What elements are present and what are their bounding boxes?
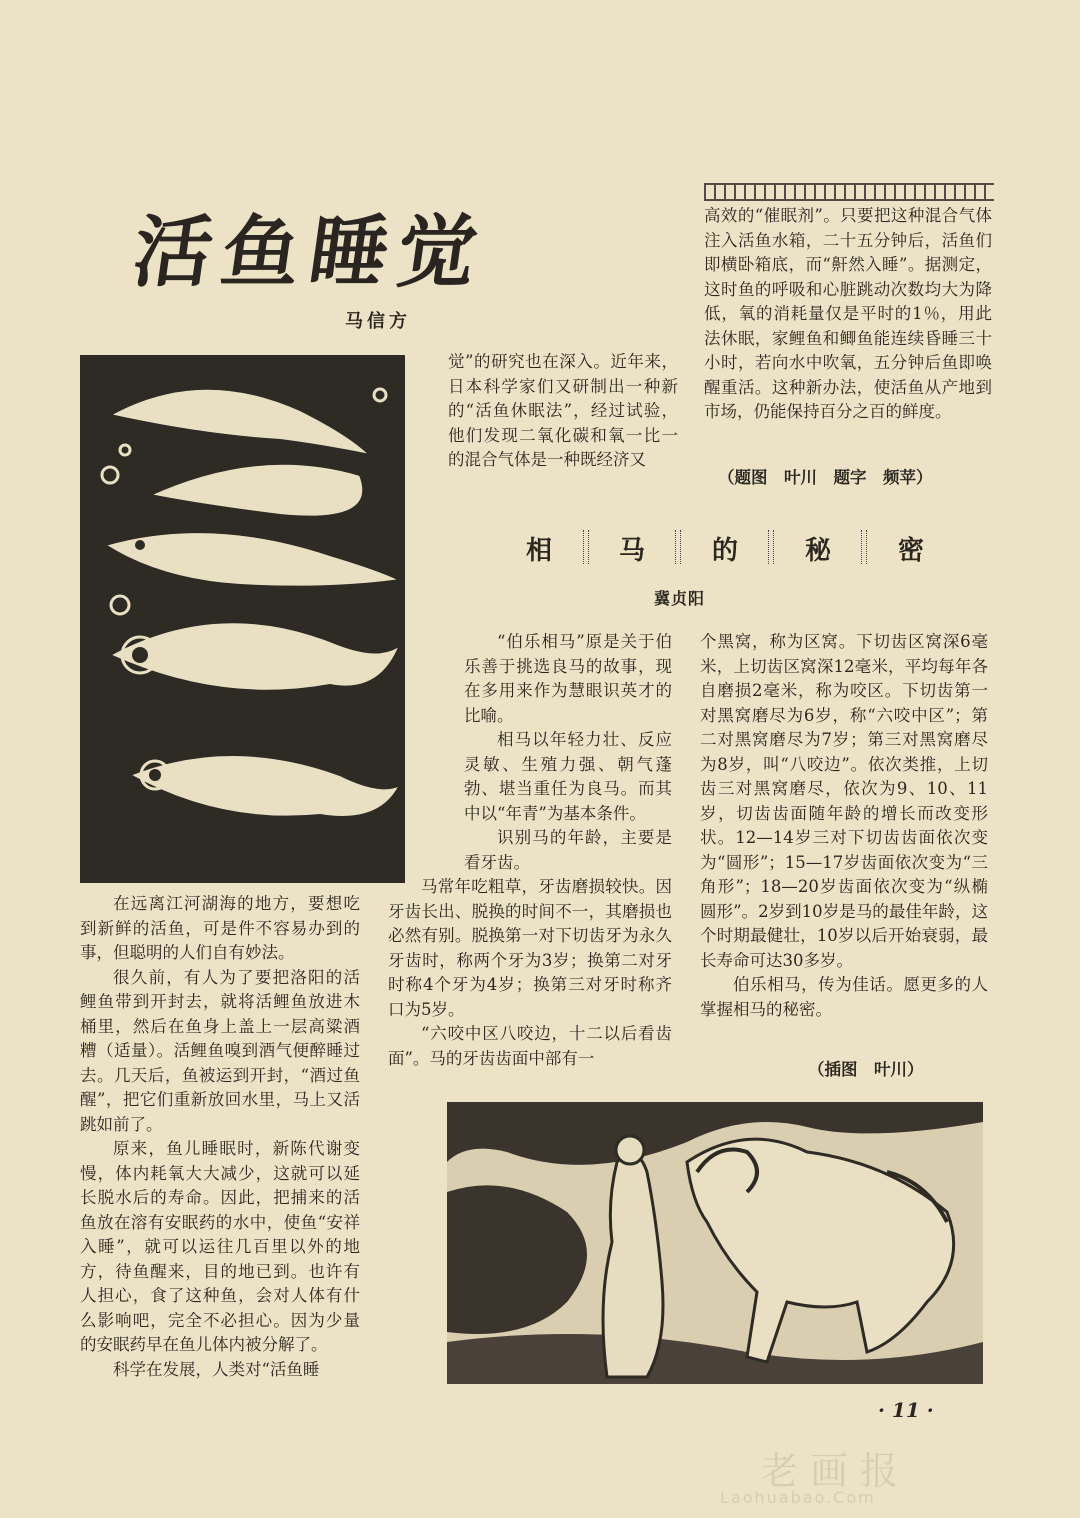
page-number: · 11 · <box>878 1398 934 1422</box>
title-char: 秘 <box>804 536 831 566</box>
title-char: 的 <box>711 536 738 566</box>
article1-credit: （题图 叶川 题字 频苹） <box>718 468 933 487</box>
article2-left-column <box>388 630 672 1071</box>
paragraph: 高效的“催眠剂”。只要把这种混合气体注入活鱼水箱，二十五分钟后，活鱼们即横卧箱底，而“鼾然入睡”。据测定，这时鱼的呼吸和心脏跳动次数均大为降低，氧的消耗量仅是平时的1％，用此法休眠，家鲤鱼和鲫鱼能连续昏睡三十小时，若向水中吹氧，五分钟后鱼即唤醒重活。这种新办法，使活鱼从产地到市场，仍能保持百分之百的鲜度。 <box>704 206 992 421</box>
paragraph: “六咬中区八咬边，十二以后看齿面”。马的牙齿齿面中部有一 <box>388 1024 672 1068</box>
paragraph: “伯乐相马”原是关于伯乐善于挑选良马的故事，现在多用来作为慧眼识英才的比喻。 <box>464 632 672 725</box>
article2-right-column <box>700 630 988 1022</box>
article1-author: 马信方 <box>345 311 411 332</box>
article1-column2 <box>448 350 678 473</box>
decorative-border <box>704 183 994 201</box>
paragraph: 在远离江河湖海的地方，要想吃到新鲜的活鱼，可是件不容易办到的事，但聪明的人们自有妙法。 <box>80 894 360 962</box>
title-separator <box>768 530 774 564</box>
paragraph: 马常年吃粗草，牙齿磨损较快。因牙齿长出、脱换的时间不一，其磨损也必然有别。脱换第一对下切齿牙为永久牙齿时，称两个牙为3岁；换第二对牙时称4个牙为4岁；换第三对牙时称齐口为5岁。 <box>388 877 672 1019</box>
title-char: 密 <box>897 536 924 566</box>
paragraph: 很久前，有人为了要把洛阳的活鲤鱼带到开封去，就将活鲤鱼放进木桶里，然后在鱼身上盖上一层高粱酒糟（适量）。活鲤鱼嗅到酒气便醉睡过去。几天后，鱼被运到开封，“酒过鱼醒”，把它们重新放回水里，马上又活跳如前了。 <box>80 967 360 1134</box>
paragraph: 个黑窝，称为区窝。下切齿区窝深6毫米，上切齿区窝深12毫米，平均每年各自磨损2毫米，称为咬区。下切齿第一对黑窝磨尽为6岁，称“六咬中区”；第二对黑窝磨尽为7岁；第三对黑窝磨尽为8岁，叫“八咬边”。依次类推，上切齿三对黑窝磨尽，依次为9、10、11岁，切齿齿面随年龄的增长而改变形状。12—14岁三对下切齿齿面依次变为“圆形”；15—17岁齿面依次变为“三角形”；18—20岁齿面依次变为“纵椭圆形”。2岁到10岁是马的最佳年龄，这个时期最健壮，10岁以后开始衰弱，最长寿命可达30多岁。 <box>700 632 988 970</box>
paragraph: 科学在发展，人类对“活鱼睡 <box>113 1359 320 1379</box>
article1-column1 <box>80 892 360 1382</box>
title-char: 马 <box>618 536 645 566</box>
paragraph: 相马以年轻力壮、反应灵敏、生殖力强、朝气蓬勃、堪当重任为良马。而其中以“年青”为基本条件。 <box>464 730 672 823</box>
watermark-url: Laohuabao.Com <box>720 1488 876 1507</box>
paragraph: 伯乐相马，传为佳话。愿更多的人掌握相马的秘密。 <box>700 975 988 1019</box>
title-char: 相 <box>526 536 553 566</box>
paragraph: 觉”的研究也在深入。近年来，日本科学家们又研制出一种新的“活鱼休眠法”，经过试验，他们发现二氧化碳和氧一比一的混合气体是一种既经济又 <box>448 352 678 469</box>
watermark-logo: 老画报 <box>760 1449 911 1493</box>
article2-author: 冀贞阳 <box>654 589 706 608</box>
horse-illustration <box>447 1102 983 1384</box>
paragraph: 识别马的年龄，主要是看牙齿。 <box>464 828 672 872</box>
title-separator <box>861 530 867 564</box>
article1-title: 活鱼睡觉 <box>127 208 493 298</box>
article2-credit: （插图 叶川） <box>808 1060 924 1079</box>
article1-column3 <box>704 204 992 425</box>
article2-title <box>520 530 930 567</box>
title-separator <box>583 530 589 564</box>
fish-illustration <box>80 355 405 883</box>
title-separator <box>675 530 681 564</box>
paragraph: 原来，鱼儿睡眠时，新陈代谢变慢，体内耗氧大大减少，这就可以延长脱水后的寿命。因此，把捕来的活鱼放在溶有安眠药的水中，使鱼“安祥入睡”，就可以运往几百里以外的地方，待鱼醒来，目的地已到。也许有人担心，食了这种鱼，会对人体有什么影响吧，完全不必担心。因为少量的安眠药早在鱼儿体内被分解了。 <box>80 1139 360 1354</box>
